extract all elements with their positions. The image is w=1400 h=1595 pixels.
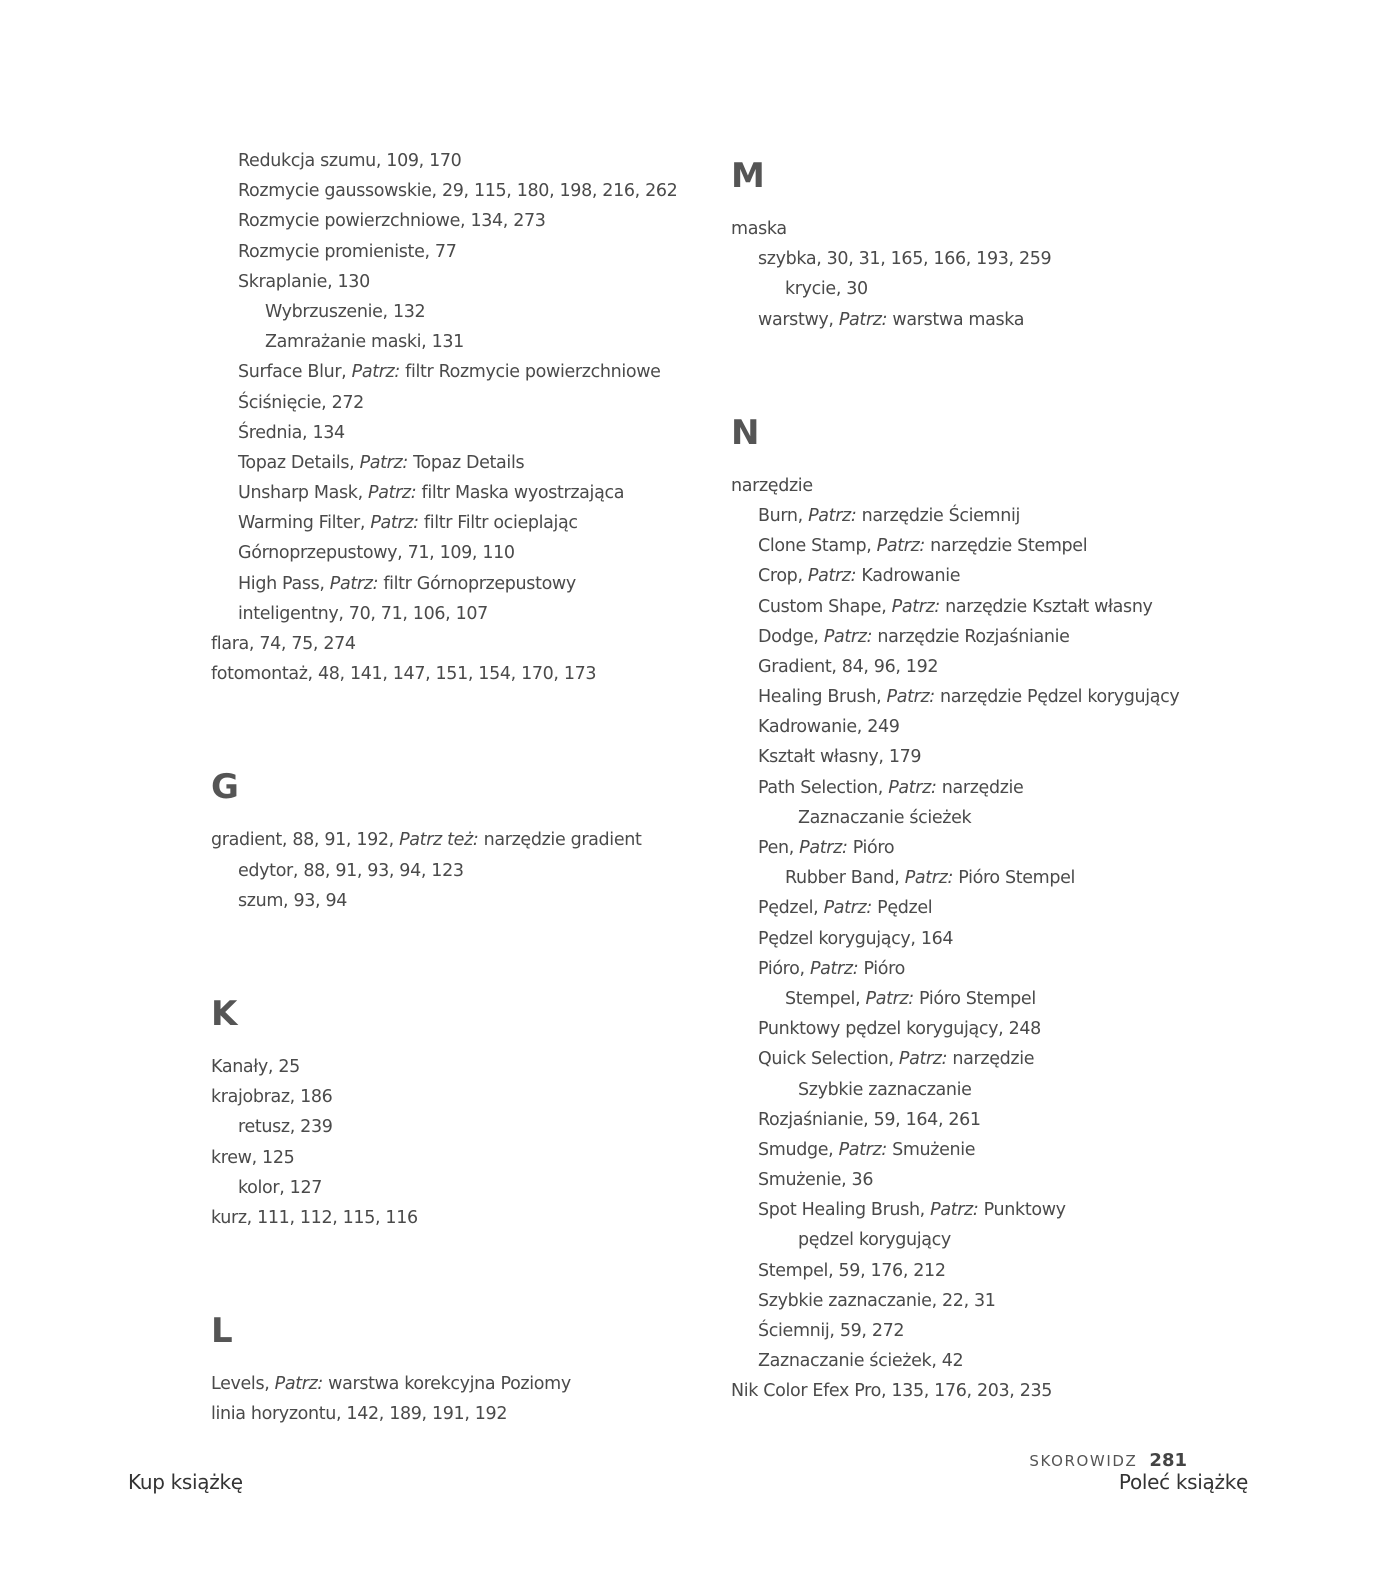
index-entry xyxy=(731,773,1251,803)
entry-term: Path Selection, xyxy=(758,777,889,798)
see-reference-target: Pióro Stempel xyxy=(913,988,1036,1009)
entry-term: Pióro, xyxy=(758,958,810,979)
index-entry xyxy=(731,274,1251,304)
see-reference-label: Patrz: xyxy=(370,513,419,534)
see-reference-label: Patrz: xyxy=(799,838,848,858)
entry-term: szum, 93, 94 xyxy=(238,890,348,911)
index-entry xyxy=(731,924,1251,954)
entry-term: Unsharp Mask, xyxy=(238,483,368,504)
see-reference-label: Patrz: xyxy=(865,988,914,1009)
heading-spacer xyxy=(731,206,1251,214)
entry-term: Kadrowanie, 249 xyxy=(758,717,900,738)
index-entry xyxy=(211,478,731,508)
entry-term: Wybrzuszenie, 132 xyxy=(265,301,426,322)
index-entry xyxy=(211,388,731,418)
recommend-book-link[interactable]: Poleć książkę xyxy=(1118,1470,1248,1494)
see-reference-label: Patrz też: xyxy=(399,830,479,851)
index-letter-heading: G xyxy=(211,767,239,808)
index-entry xyxy=(211,1052,731,1082)
see-reference-target: narzędzie Stempel xyxy=(924,536,1088,557)
entry-term: Clone Stamp, xyxy=(758,536,877,557)
entry-term: Dodge, xyxy=(758,626,824,647)
see-reference-label: Patrz: xyxy=(359,452,408,473)
see-reference-target: warstwa maska xyxy=(887,309,1025,330)
running-footer xyxy=(1029,1450,1187,1471)
section-name: SKOROWIDZ xyxy=(1029,1452,1138,1470)
index-entry xyxy=(211,1143,731,1173)
index-entry xyxy=(731,893,1251,923)
index-entry xyxy=(731,531,1251,561)
see-reference-label: Patrz: xyxy=(886,687,935,708)
index-column-right xyxy=(731,146,1251,1407)
index-entry xyxy=(731,1105,1251,1135)
see-reference-label: Patrz: xyxy=(274,1374,323,1395)
entry-term: Pędzel korygujący, 164 xyxy=(758,928,954,949)
index-entry xyxy=(211,176,731,206)
index-entry xyxy=(211,659,731,689)
index-entry xyxy=(731,984,1251,1014)
entry-term: inteligentny, 70, 71, 106, 107 xyxy=(238,603,488,624)
entry-term: Burn, xyxy=(758,505,809,526)
index-entry xyxy=(731,742,1251,772)
see-reference-label: Patrz: xyxy=(876,536,925,557)
index-entry xyxy=(211,357,731,387)
see-reference-label: Patrz: xyxy=(898,1049,948,1070)
index-entry xyxy=(731,305,1251,335)
heading-spacer xyxy=(211,817,731,825)
entry-term: Górnoprzepustowy, 71, 109, 110 xyxy=(238,543,515,564)
page-number: 281 xyxy=(1149,1450,1187,1471)
index-entry xyxy=(211,1173,731,1203)
see-reference-target: Smużenie xyxy=(886,1139,976,1160)
index-entry xyxy=(731,561,1251,591)
index-entry xyxy=(731,652,1251,682)
see-reference-target: narzędzie Pędzel korygujący xyxy=(934,687,1180,708)
entry-term: Zamrażanie maski, 131 xyxy=(265,332,464,353)
index-entry xyxy=(731,1225,1251,1255)
entry-term: Ściemnij, 59, 272 xyxy=(758,1321,905,1341)
see-reference-label: Patrz: xyxy=(823,626,873,647)
see-reference-target: filtr Maska wyostrzająca xyxy=(416,483,625,504)
heading-spacer xyxy=(211,1361,731,1369)
entry-term: Pen, xyxy=(758,838,800,858)
index-entry xyxy=(731,1195,1251,1225)
index-entry xyxy=(731,1376,1251,1406)
index-entry xyxy=(211,1203,731,1233)
index-entry xyxy=(211,886,731,916)
see-reference-target: narzędzie xyxy=(936,777,1024,798)
see-reference-target: warstwa korekcyjna Poziomy xyxy=(322,1374,571,1395)
see-reference-target: narzędzie Kształt własny xyxy=(939,596,1153,617)
entry-term: Healing Brush, xyxy=(758,687,887,708)
entry-term: narzędzie xyxy=(731,475,813,496)
entry-term: krajobraz, 186 xyxy=(211,1087,333,1108)
entry-term: Custom Shape, xyxy=(758,596,892,617)
see-reference-label: Patrz: xyxy=(823,898,872,919)
entry-term: maska xyxy=(731,219,787,239)
index-entry xyxy=(731,1316,1251,1346)
entry-term: Kształt własny, 179 xyxy=(758,747,922,768)
entry-term: fotomontaż, 48, 141, 147, 151, 154, 170, 173 xyxy=(211,664,597,685)
entry-term: kolor, 127 xyxy=(238,1177,323,1198)
index-entry xyxy=(211,237,731,267)
see-reference-label: Patrz: xyxy=(807,566,857,587)
see-reference-target: Punktowy xyxy=(978,1200,1066,1221)
index-entry xyxy=(731,954,1251,984)
see-reference-target: filtr Filtr ocieplając xyxy=(418,513,578,534)
see-reference-target: narzędzie xyxy=(947,1049,1035,1070)
index-entry xyxy=(211,418,731,448)
entry-term: Warming Filter, xyxy=(238,513,371,534)
see-reference-label: Patrz: xyxy=(351,362,400,383)
index-letter-heading: K xyxy=(211,993,238,1034)
section-spacer xyxy=(211,689,731,757)
index-entry xyxy=(211,327,731,357)
entry-term: Crop, xyxy=(758,566,808,587)
entry-term: krew, 125 xyxy=(211,1147,295,1168)
index-entry xyxy=(211,629,731,659)
index-entry xyxy=(211,1369,731,1399)
entry-term: Szybkie zaznaczanie, 22, 31 xyxy=(758,1290,996,1311)
entry-term: retusz, 239 xyxy=(238,1117,333,1138)
entry-term: Rozmycie gaussowskie, 29, 115, 180, 198, 216, 262 xyxy=(238,181,678,202)
entry-term: Redukcja szumu, 109, 170 xyxy=(238,151,462,171)
index-entry xyxy=(211,1399,731,1429)
entry-term: pędzel korygujący xyxy=(798,1230,951,1251)
section-spacer xyxy=(731,335,1251,403)
see-reference-label: Patrz: xyxy=(368,483,417,504)
index-entry xyxy=(211,1112,731,1142)
index-entry xyxy=(731,1014,1251,1044)
see-reference-label: Patrz: xyxy=(808,505,857,526)
see-reference-target: narzędzie Rozjaśnianie xyxy=(872,626,1070,647)
index-entry xyxy=(731,592,1251,622)
index-entry xyxy=(731,622,1251,652)
index-entry xyxy=(731,712,1251,742)
entry-term: Smużenie, 36 xyxy=(758,1170,874,1191)
index-entry xyxy=(731,244,1251,274)
see-reference-label: Patrz: xyxy=(904,868,954,889)
entry-term: edytor, 88, 91, 93, 94, 123 xyxy=(238,860,464,881)
index-column-left xyxy=(211,146,731,1429)
entry-term: warstwy, xyxy=(758,309,839,330)
index-entry xyxy=(211,297,731,327)
entry-term: High Pass, xyxy=(238,573,330,594)
entry-term: gradient, 88, 91, 192, xyxy=(211,830,400,851)
entry-term: Stempel, xyxy=(785,988,866,1009)
see-reference-target: Pióro xyxy=(847,838,895,858)
buy-book-link[interactable]: Kup książkę xyxy=(128,1470,243,1494)
entry-term: krycie, 30 xyxy=(785,279,868,300)
entry-term: Rozjaśnianie, 59, 164, 261 xyxy=(758,1109,981,1130)
index-entry xyxy=(731,1075,1251,1105)
entry-term: Zaznaczanie ścieżek xyxy=(798,807,972,828)
index-entry xyxy=(211,146,731,176)
see-reference-label: Patrz: xyxy=(329,573,379,594)
index-entry xyxy=(211,856,731,886)
entry-term: linia horyzontu, 142, 189, 191, 192 xyxy=(211,1404,508,1425)
see-reference-target: Pióro Stempel xyxy=(953,868,1076,889)
see-reference-target: filtr Rozmycie powierzchniowe xyxy=(399,362,661,383)
section-spacer xyxy=(211,1233,731,1301)
index-entry xyxy=(211,448,731,478)
heading-spacer xyxy=(211,1044,731,1052)
index-entry xyxy=(731,501,1251,531)
entry-term: Rubber Band, xyxy=(785,868,905,889)
index-entry xyxy=(211,267,731,297)
entry-term: Stempel, 59, 176, 212 xyxy=(758,1260,946,1281)
index-entry xyxy=(211,599,731,629)
index-letter-heading: M xyxy=(731,156,765,196)
entry-term: Quick Selection, xyxy=(758,1049,899,1070)
index-entry xyxy=(731,833,1251,863)
index-entry xyxy=(731,863,1251,893)
entry-term: flara, 74, 75, 274 xyxy=(211,634,356,654)
entry-term: Rozmycie powierzchniowe, 134, 273 xyxy=(238,211,546,232)
index-entry xyxy=(731,1256,1251,1286)
section-spacer xyxy=(211,916,731,984)
index-entry xyxy=(731,803,1251,833)
entry-term: Skraplanie, 130 xyxy=(238,271,370,292)
see-reference-target: narzędzie gradient xyxy=(478,830,642,851)
index-entry xyxy=(211,569,731,599)
index-entry xyxy=(731,214,1251,244)
index-letter-heading: N xyxy=(731,412,760,453)
entry-term: Kanały, 25 xyxy=(211,1056,300,1077)
entry-term: Rozmycie promieniste, 77 xyxy=(238,241,457,262)
index-letter-heading: L xyxy=(211,1311,233,1352)
see-reference-label: Patrz: xyxy=(838,309,888,330)
see-reference-target: Pędzel xyxy=(871,898,933,919)
entry-term: Punktowy pędzel korygujący, 248 xyxy=(758,1019,1041,1040)
entry-term: Ściśnięcie, 272 xyxy=(238,392,364,413)
index-entry xyxy=(731,1044,1251,1074)
index-entry xyxy=(731,471,1251,501)
see-reference-target: filtr Górnoprzepustowy xyxy=(378,573,576,594)
see-reference-target: Kadrowanie xyxy=(856,566,961,587)
see-reference-target: Topaz Details xyxy=(407,452,525,473)
entry-term: Spot Healing Brush, xyxy=(758,1200,931,1221)
entry-term: Smudge, xyxy=(758,1139,839,1160)
heading-spacer xyxy=(731,463,1251,471)
entry-term: Surface Blur, xyxy=(238,362,352,383)
index-entry xyxy=(211,538,731,568)
see-reference-label: Patrz: xyxy=(888,777,937,798)
see-reference-label: Patrz: xyxy=(930,1200,979,1221)
index-entry xyxy=(731,1135,1251,1165)
see-reference-target: Pióro xyxy=(858,958,905,979)
index-entry xyxy=(211,1082,731,1112)
entry-term: Topaz Details, xyxy=(238,452,360,473)
entry-term: Średnia, 134 xyxy=(238,422,345,443)
index-entry xyxy=(731,682,1251,712)
entry-term: szybka, 30, 31, 165, 166, 193, 259 xyxy=(758,249,1052,270)
index-entry xyxy=(731,1286,1251,1316)
index-entry xyxy=(211,206,731,236)
index-entry xyxy=(731,1165,1251,1195)
see-reference-target: narzędzie Ściemnij xyxy=(856,505,1021,526)
index-entry xyxy=(211,825,731,855)
entry-term: Nik Color Efex Pro, 135, 176, 203, 235 xyxy=(731,1381,1053,1402)
see-reference-label: Patrz: xyxy=(891,596,940,617)
entry-term: Szybkie zaznaczanie xyxy=(798,1079,972,1100)
index-entry xyxy=(731,1346,1251,1376)
entry-term: kurz, 111, 112, 115, 116 xyxy=(211,1207,418,1228)
entry-term: Gradient, 84, 96, 192 xyxy=(758,656,939,677)
see-reference-label: Patrz: xyxy=(838,1139,887,1160)
entry-term: Levels, xyxy=(211,1374,275,1395)
index-entry xyxy=(211,508,731,538)
entry-term: Pędzel, xyxy=(758,898,824,919)
see-reference-label: Patrz: xyxy=(809,958,859,979)
entry-term: Zaznaczanie ścieżek, 42 xyxy=(758,1351,964,1372)
